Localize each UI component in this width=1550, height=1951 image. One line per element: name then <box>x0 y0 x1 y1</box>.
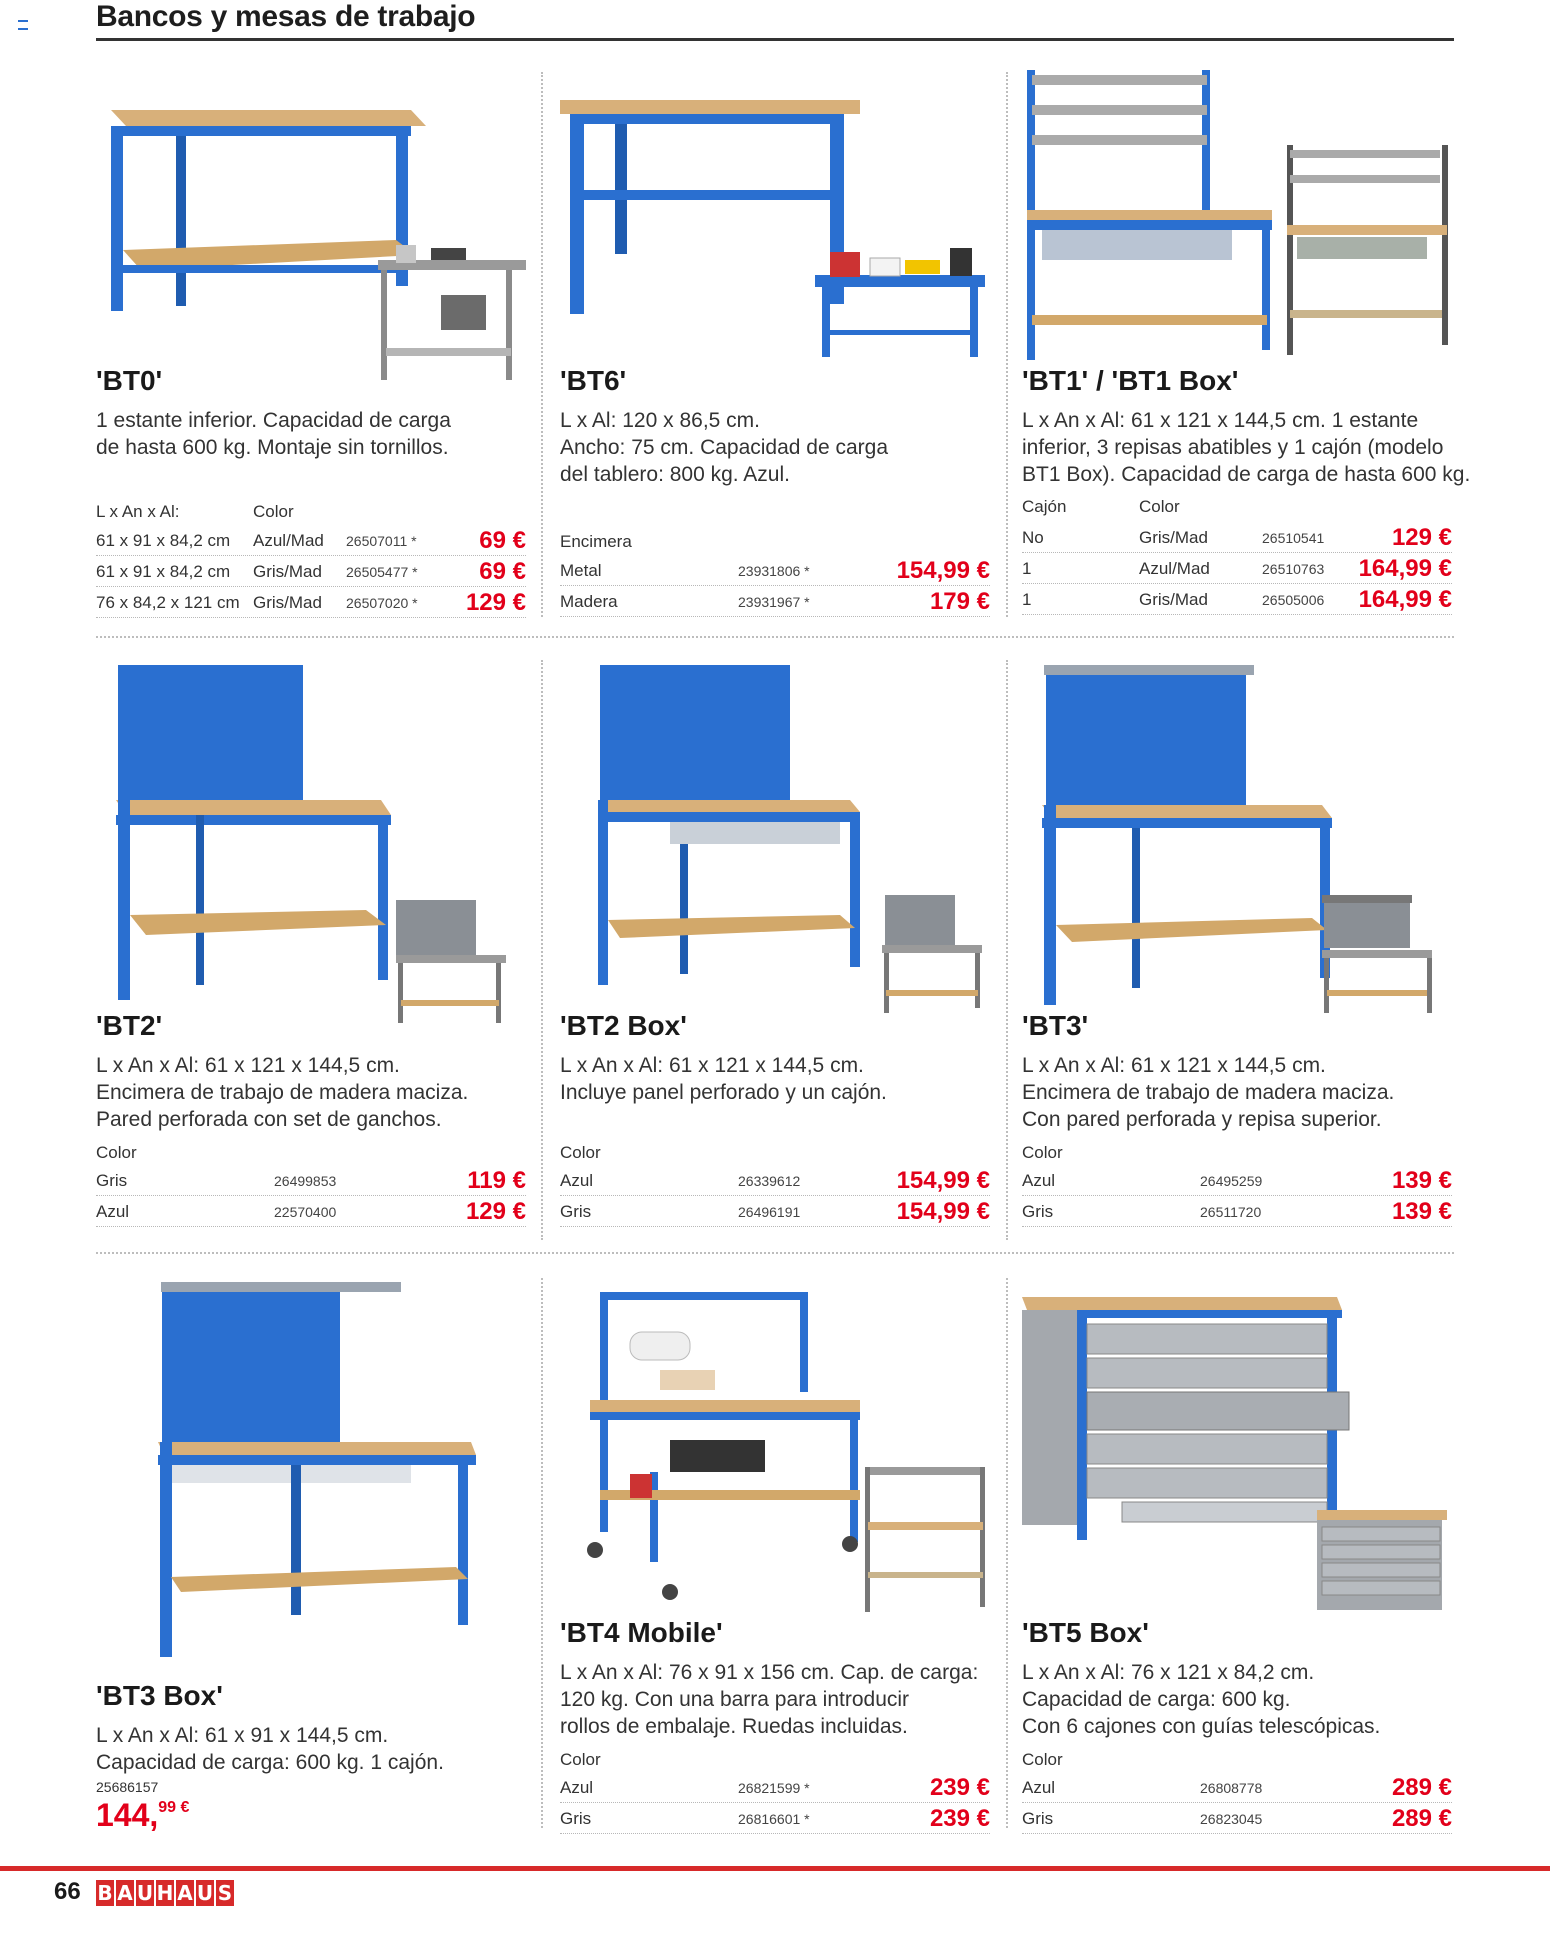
table-row: No Gris/Mad 26510541 129 € <box>1022 524 1452 551</box>
table-row: Azul 26808778 289 € <box>1022 1774 1452 1801</box>
header-rule <box>96 38 1454 41</box>
row-divider <box>96 1252 1454 1254</box>
price: 129 € <box>465 589 526 616</box>
product-image-bt0 <box>96 80 526 380</box>
price: 154,99 € <box>896 557 990 584</box>
product-bt5-box[interactable] <box>1022 1272 1452 1842</box>
table-row: Gris 26511720 139 € <box>1022 1198 1452 1225</box>
product-description: L x Al: 120 x 86,5 cm. Ancho: 75 cm. Capacidad de carga del tablero: 800 kg. Azul. <box>560 409 889 486</box>
table-header: Color <box>560 1143 601 1162</box>
product-bt0[interactable] <box>96 60 526 620</box>
product-bt1[interactable] <box>1022 60 1471 620</box>
price: 69 € <box>479 527 526 554</box>
price: 129 € <box>1391 524 1452 551</box>
price-table <box>560 1165 990 1227</box>
product-image-bt2 <box>96 660 526 1030</box>
product-bt4-mobile[interactable] <box>560 1272 990 1842</box>
price: 139 € <box>1391 1167 1452 1194</box>
price-table <box>1022 1772 1452 1834</box>
product-name: 'BT6' <box>560 365 627 396</box>
table-row: 61 x 91 x 84,2 cm Gris/Mad 26505477 * 69 € <box>96 558 526 585</box>
table-row: Gris 26499853 119 € <box>96 1167 526 1194</box>
product-name: 'BT1' / 'BT1 Box' <box>1022 365 1239 396</box>
price-table <box>560 555 990 617</box>
table-row: Gris 26823045 289 € <box>1022 1805 1452 1832</box>
row-divider <box>96 636 1454 638</box>
product-bt3[interactable] <box>1022 655 1452 1235</box>
product-description: L x An x Al: 61 x 121 x 144,5 cm. Incluye panel perforado y un cajón. <box>560 1054 887 1104</box>
corner-mark <box>18 20 28 30</box>
price: 289 € <box>1391 1805 1452 1832</box>
product-description: L x An x Al: 61 x 91 x 144,5 cm. Capacidad de carga: 600 kg. 1 cajón. <box>96 1724 444 1774</box>
footer-rule <box>0 1866 1550 1871</box>
page-number: 66 <box>54 1878 81 1905</box>
price-table <box>1022 522 1452 615</box>
price: 289 € <box>1391 1774 1452 1801</box>
column-divider <box>1006 72 1008 617</box>
product-image-bt1 <box>1022 65 1452 365</box>
table-header: Color <box>1022 1750 1063 1769</box>
table-row: Azul 26495259 139 € <box>1022 1167 1452 1194</box>
product-description: L x An x Al: 61 x 121 x 144,5 cm. Encimera de trabajo de madera maciza. Pared perforada con set de ganchos. <box>96 1054 469 1131</box>
table-header: L x An x Al: Color <box>96 502 294 521</box>
table-row: Azul 26339612 154,99 € <box>560 1167 990 1194</box>
table-row: Azul 26821599 * 239 € <box>560 1774 990 1801</box>
product-image-bt2-box <box>560 660 990 1030</box>
table-header: Encimera <box>560 532 632 551</box>
product-description: L x An x Al: 76 x 91 x 156 cm. Cap. de carga: 120 kg. Con una barra para introducir rollos de embalaje. Ruedas incluidas. <box>560 1661 979 1738</box>
product-image-bt6 <box>560 80 990 380</box>
table-row: Metal 23931806 * 154,99 € <box>560 557 990 584</box>
price: 164,99 € <box>1358 586 1452 613</box>
product-name: 'BT0' <box>96 365 163 396</box>
table-header: Color <box>560 1750 601 1769</box>
product-description: 1 estante inferior. Capacidad de carga de hasta 600 kg. Montaje sin tornillos. <box>96 409 451 459</box>
column-divider <box>541 1278 543 1828</box>
column-divider <box>541 660 543 1240</box>
price-table <box>96 1165 526 1227</box>
price-table <box>560 1772 990 1834</box>
product-name: 'BT2 Box' <box>560 1010 687 1041</box>
table-row: Madera 23931967 * 179 € <box>560 588 990 615</box>
price: 164,99 € <box>1358 555 1452 582</box>
product-name: 'BT3 Box' <box>96 1680 223 1711</box>
table-header: Cajón Color <box>1022 497 1180 516</box>
table-header: Color <box>1022 1143 1063 1162</box>
product-bt2-box[interactable] <box>560 655 990 1235</box>
table-row: Gris 26496191 154,99 € <box>560 1198 990 1225</box>
table-row: Azul 22570400 129 € <box>96 1198 526 1225</box>
column-divider <box>541 72 543 617</box>
table-row: 61 x 91 x 84,2 cm Azul/Mad 26507011 * 69 € <box>96 527 526 554</box>
table-row: Gris 26816601 * 239 € <box>560 1805 990 1832</box>
product-ref: 25686157 <box>96 1779 159 1795</box>
product-description: L x An x Al: 61 x 121 x 144,5 cm. 1 estante inferior, 3 repisas abatibles y 1 cajón (modelo BT1 Box). Capacidad de carga de hasta 600 kg. <box>1022 409 1471 486</box>
bauhaus-logo: B A U H A U S <box>97 1881 233 1905</box>
table-row: 1 Azul/Mad 26510763 164,99 € <box>1022 555 1452 582</box>
product-image-bt4-mobile <box>560 1282 990 1622</box>
product-name: 'BT3' <box>1022 1010 1089 1041</box>
product-image-bt3 <box>1022 660 1452 1030</box>
price: 119 € <box>467 1167 526 1194</box>
product-bt2[interactable] <box>96 655 526 1235</box>
product-description: L x An x Al: 76 x 121 x 84,2 cm. Capacidad de carga: 600 kg. Con 6 cajones con guías telescópicas. <box>1022 1661 1381 1738</box>
table-row: 76 x 84,2 x 121 cm Gris/Mad 26507020 * 129 € <box>96 589 526 616</box>
product-description: L x An x Al: 61 x 121 x 144,5 cm. Encimera de trabajo de madera maciza. Con pared perforada y repisa superior. <box>1022 1054 1395 1131</box>
column-divider <box>1006 660 1008 1240</box>
price: 129 € <box>465 1198 526 1225</box>
table-row: 1 Gris/Mad 26505006 164,99 € <box>1022 586 1452 613</box>
price: 239 € <box>929 1774 990 1801</box>
product-image-bt5-box <box>1022 1282 1452 1622</box>
column-divider <box>1006 1278 1008 1828</box>
product-bt6[interactable] <box>560 60 990 620</box>
page-title: Bancos y mesas de trabajo <box>96 0 476 33</box>
price: 179 € <box>929 588 990 615</box>
table-header: Color <box>96 1143 137 1162</box>
price: 154,99 € <box>896 1198 990 1225</box>
price: 144,$^{99 €}$ <box>96 1797 190 1833</box>
price: 154,99 € <box>896 1167 990 1194</box>
product-name: 'BT4 Mobile' <box>560 1617 723 1648</box>
product-image-bt3-box <box>96 1277 526 1677</box>
product-name: 'BT5 Box' <box>1022 1617 1149 1648</box>
product-name: 'BT2' <box>96 1010 163 1041</box>
price: 139 € <box>1391 1198 1452 1225</box>
product-bt3-box[interactable] <box>96 1272 526 1842</box>
price-table <box>1022 1165 1452 1227</box>
price-table <box>96 525 526 618</box>
price: 69 € <box>479 558 526 585</box>
price: 239 € <box>929 1805 990 1832</box>
